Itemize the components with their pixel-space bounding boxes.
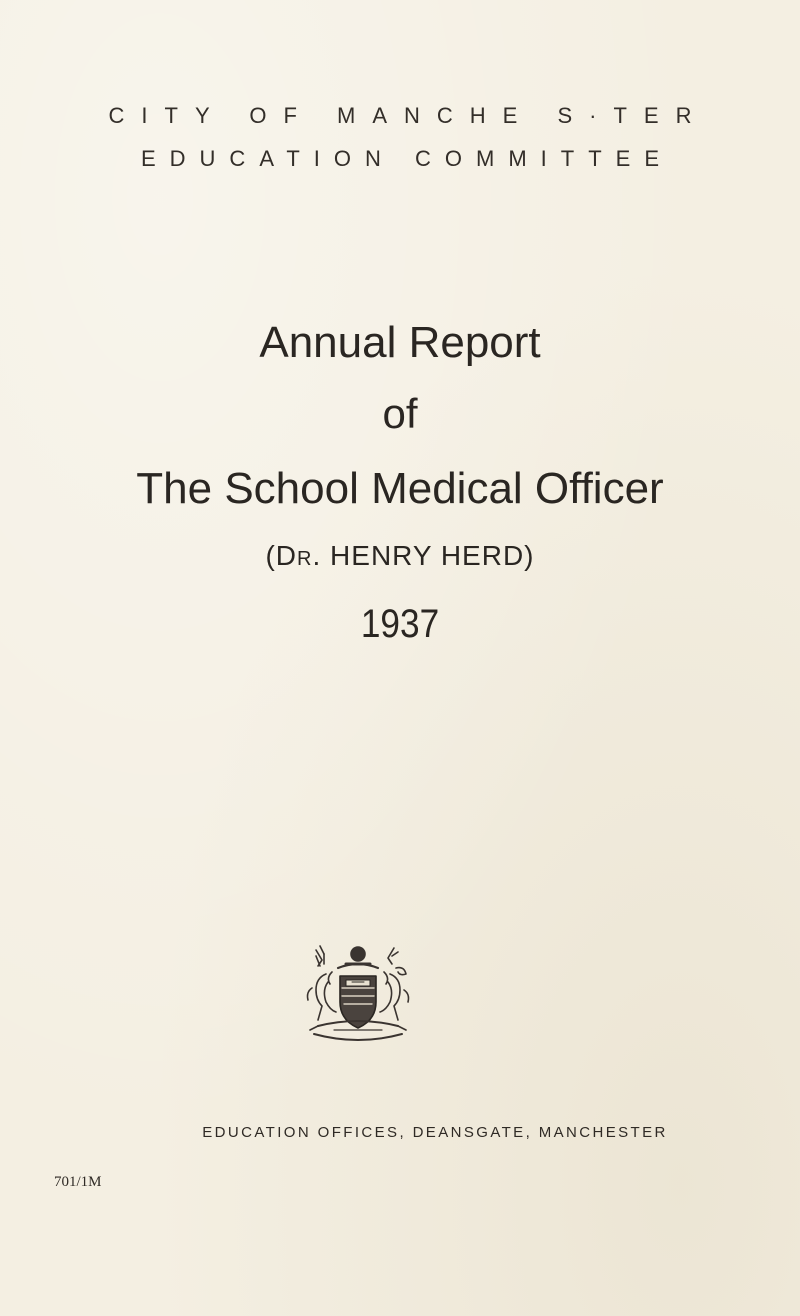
author-name: HENRY HERD) bbox=[330, 540, 535, 571]
author-prefix: (Dr. bbox=[265, 540, 322, 571]
print-reference: 701/1M bbox=[54, 1174, 102, 1190]
title-school-medical-officer: The School Medical Officer bbox=[136, 464, 664, 513]
report-year: 1937 bbox=[360, 602, 440, 646]
committee-heading: EDUCATION COMMITTEE bbox=[140, 146, 674, 171]
city-heading: CITY OF MANCHE S·TER bbox=[108, 103, 709, 128]
manchester-coat-of-arms-icon bbox=[298, 938, 418, 1050]
publisher-address: EDUCATION OFFICES, DEANSGATE, MANCHESTER bbox=[202, 1124, 668, 1141]
title-of: of bbox=[382, 390, 418, 437]
title-annual-report: Annual Report bbox=[259, 318, 541, 367]
author-line bbox=[0, 540, 800, 572]
